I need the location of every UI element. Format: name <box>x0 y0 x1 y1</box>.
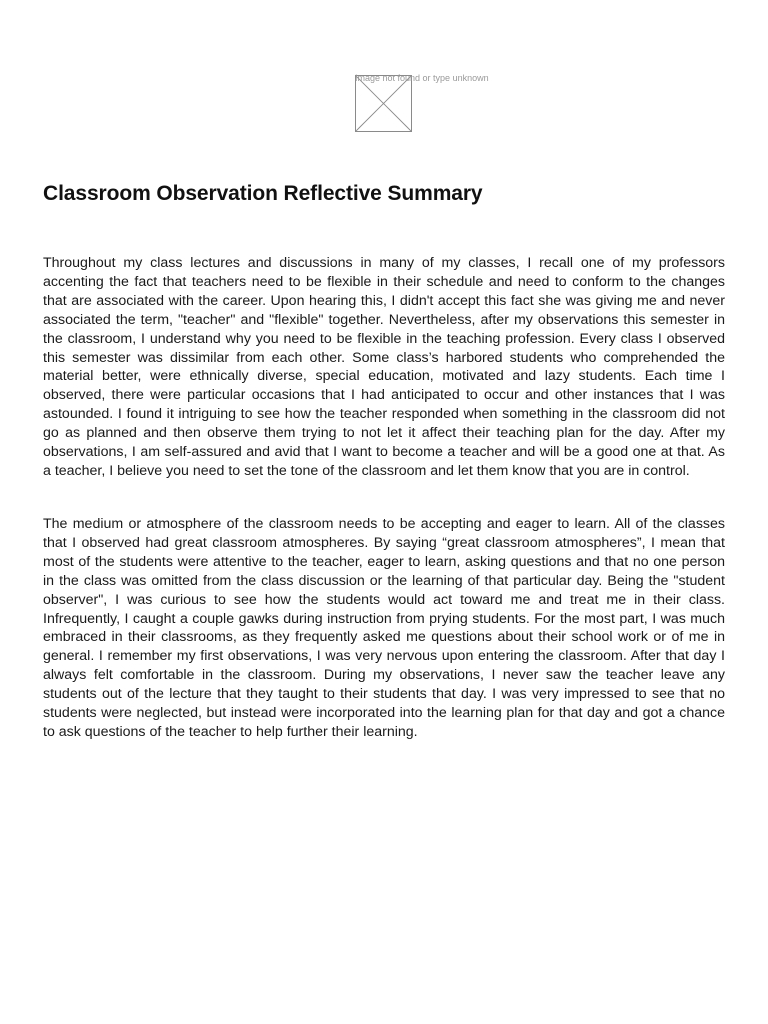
document-title: Classroom Observation Reflective Summary <box>43 182 483 205</box>
broken-image-alt-text: Image not found or type unknown <box>355 73 489 83</box>
broken-image-placeholder <box>355 75 412 132</box>
broken-image-icon <box>356 76 411 131</box>
body-paragraph-1: Throughout my class lectures and discussions in many of my classes, I recall one of my professors accenting the fact that teachers need to be flexible in their schedule and need to conform to the changes that are associated with the career. Upon hearing this, I didn't accept this fact she was giving me and never associated the term, "teacher" and "flexible" together. Nevertheless, after my observations this semester in the classroom, I understand why you need to be flexible in the teaching profession. Every class I observed this semester was dissimilar from each other. Some class’s harbored students who comprehended the material better, were ethnically diverse, special education, motivated and lazy students. Each time I observed, there were particular occasions that I had anticipated to occur and other instances that I was astounded. I found it intriguing to see how the teacher responded when something in the classroom did not go as planned and then observe them trying to not let it affect their teaching plan for the day. After my observations, I am self-assured and avid that I want to become a teacher and will be a good one at that. As a teacher, I believe you need to set the tone of the classroom and let them know that you are in control. <box>43 255 725 479</box>
body-paragraph-2: The medium or atmosphere of the classroom needs to be accepting and eager to learn. All of the classes that I observed had great classroom atmospheres. By saying “great classroom atmospheres”, I mean that most of the students were attentive to the teacher, eager to learn, asking questions and that no one person in the class was omitted from the class discussion or the learning of that particular day. Being the "student observer", I was curious to see how the students would act toward me and treat me in their class. Infrequently, I caught a couple gawks during instruction from prying students. For the most part, I was much embraced in their classrooms, as they frequently asked me questions about their school work or of me in general. I remember my first observations, I was very nervous upon entering the classroom. After that day I always felt comfortable in the classroom. During my observations, I never saw the teacher leave any students out of the lecture that they taught to their students that day. I was very impressed to see that no students were neglected, but instead were incorporated into the learning plan for that day and got a chance to ask questions of the teacher to help further their learning. <box>43 516 725 740</box>
